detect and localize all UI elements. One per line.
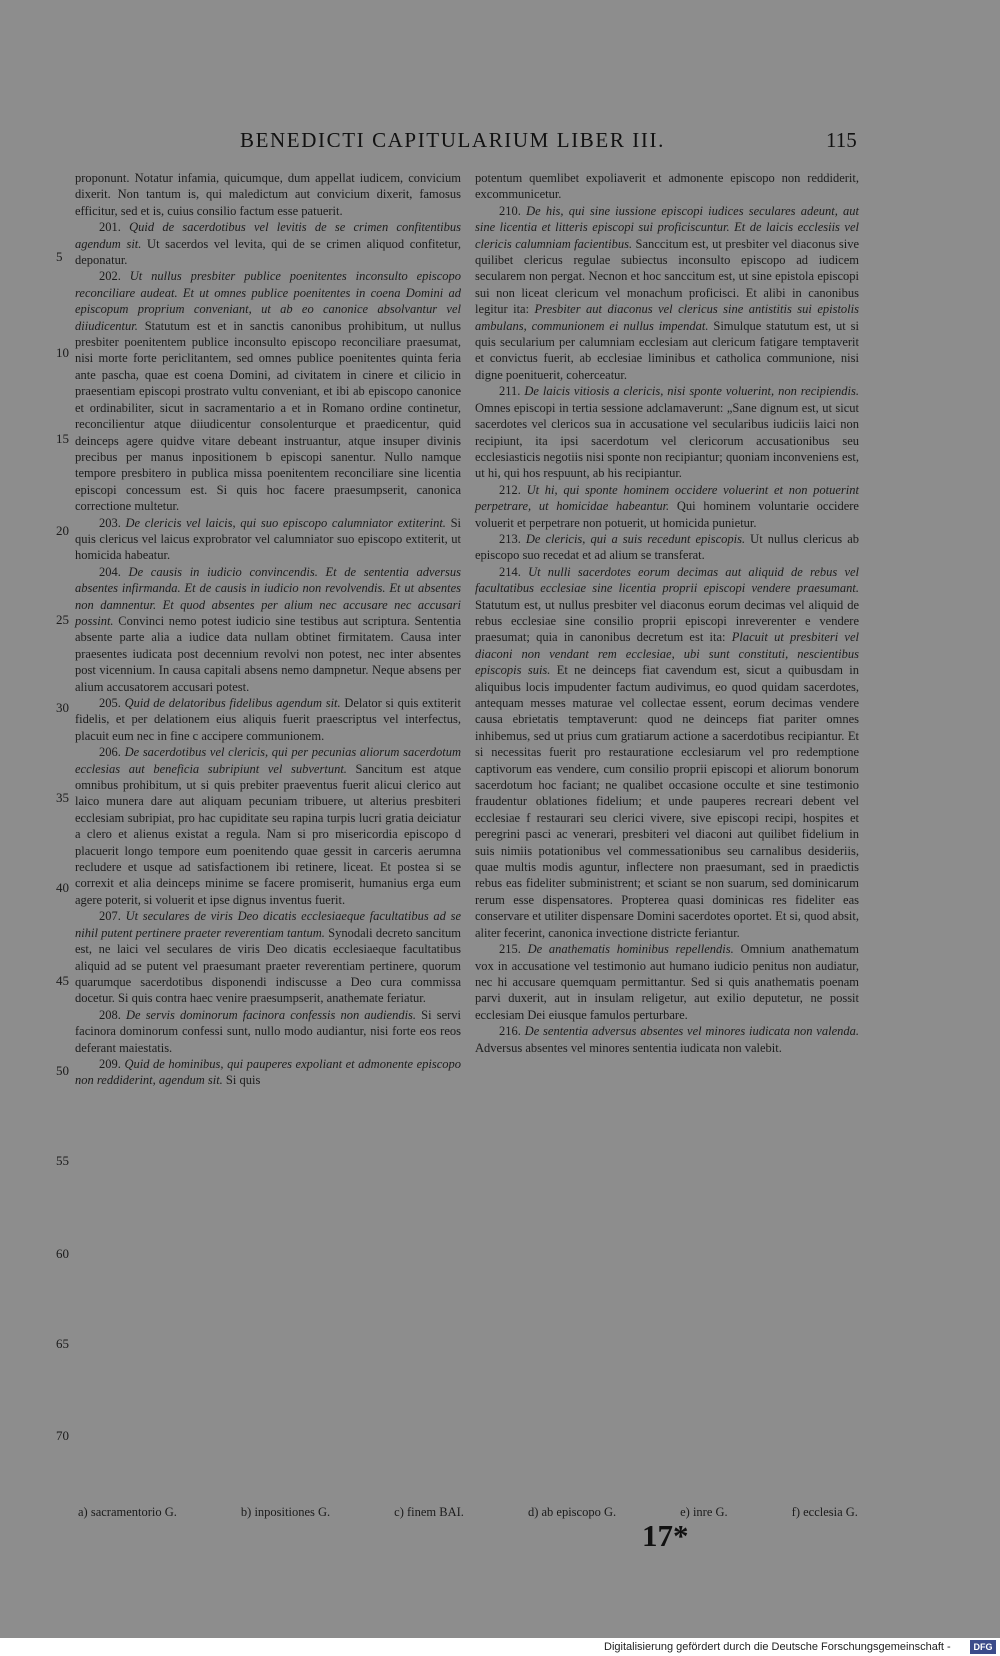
body-text: Synodali decreto sancitum est, ne laici vel seculares de viris Deo dicatis ecclesiaeque facultatibus aliquid ad se putent vel praesumant praeter reverentiam pertinere, quorum quarumque sacerdotibus disponendi indiscusse a Deo cura commissa docetur. Si quis contra haec venire praesumpserit, anathemate feriatur. — [75, 925, 461, 1006]
rubric-text: De clericis, qui a suis recedunt episcopis. — [525, 531, 746, 546]
line-number: 30 — [56, 700, 69, 715]
right-text-column — [475, 170, 859, 1056]
line-number: 60 — [56, 1246, 69, 1261]
rubric-text: Ut seculares de viris Deo dicatis ecclesiaeque facultatibus ad se nihil putent pertinere praeter reverentiam tantum. — [75, 909, 462, 940]
footnote: b) inpositiones G. — [240, 1505, 331, 1519]
body-text: Omnes episcopi in tertia sessione adclamaverunt: „Sane dignum est, ut sicut sacerdotes vel clericos sua in accusatione vel secularibus iudiciis laici non recipiunt, ita ipsi sacerdotum vel clericorum accusationibus seu ecclesiasticis negotiis nisi sponte non recipiantur; quoniam inconveniens est, ut hi, qui hos respuunt, ab his recipiantur. — [475, 400, 859, 481]
paragraph — [75, 908, 461, 1006]
rubric-text: Ut hi, qui sponte hominem occidere voluerint et non potuerint perpetrare, ut homicidae habeantur. — [475, 482, 859, 514]
body-text: potentum quemlibet expoliaverit et admonente episcopo non reddiderit, excommunicetur. — [475, 171, 859, 202]
paragraph — [75, 1007, 461, 1056]
body-text: Et ne deinceps fiat cavendum est, sicut a quibusdam in aliquibus locis impudenter factum audivimus, eo quod quidam sacerdotes, antequam messes maturae vel collectae essent, eorum decimas vendere causa ebrietatis temptaverunt: quod ne deinceps fiat pariter omnes inhibemus, sed ut prius cum gratiarum actione a sacerdotibus recipiantur. Et si necessitas fuerit pro restauratione ecclesiarum vel pro redemptione captivorum eas vendere, cum consilio proprii episcopi et aliorum bonorum sacerdotum hoc faciant; ne qualibet occasione occulte et sine testimonio fraudentur oblationes fidelium; et unde pauperes recreari debent vel ecclesiae f restaurari seu clerici vivere, sive episcopi recipi, hospites et peregrini pasci ac venerari, presbiteri vel diaconi aut quilibet fidelium in suis nimiis potationibus vel commessationibus seu carnalibus desideriis, quae multis modis aguntur, inflectere non praesumant, sed in praedictis rebus eas fideliter subministrent; et sciant se non suarum, sed dominicarum rerum esse dispensatores. Propterea quasi dominicas res fideliter eas conservare et utiliter dispensare Domini sacerdotes oportet. Et si, quod absit, aliter fecerint, canonica invectione districte feriantur. — [475, 663, 859, 940]
line-number: 45 — [56, 973, 69, 988]
body-text: 214. — [499, 564, 529, 579]
rubric-text: Ut nullus presbiter publice poenitentes inconsulto episcopo reconciliare audeat. Et ut omnes publice poenitentes in coena Domini ad episcopum proprium conveniant, ut ab eo canonice absolvantur vel diiudicentur. — [75, 269, 462, 333]
rubric-text: De causis in iudicio convincendis. Et de sententia adversus absentes infirmanda. Et de causis in iudicio non revolvendis. Et ut absentes non damnentur. Et quod absentes per alium nec accusare nec accusari possint. — [75, 564, 461, 628]
body-text: Convinci nemo potest iudicio sine testibus aut scriptura. Sententia absente parte alia a iudice data nullam obtinet firmitatem. Causa inter praesentes iudicata post decennium revolvi non potest, nec inter absentes post vicennium. In causa capitali absens nemo dampnetur. Neque absens per alium accusatorem accusari potest. — [75, 613, 461, 694]
paragraph — [75, 219, 461, 268]
rubric-text: Quid de delatoribus fidelibus agendum sit. — [124, 696, 341, 710]
footnotes — [78, 1505, 858, 1520]
body-text: Si quis clericus vel laicus exprobrator vel calumniator suo episcopo extiterit, ut homicida habeatur. — [75, 515, 461, 563]
body-text: Simulque statutum est, ut si quis secularium per calumniam ecclesiam aut clericum fatigare temptaverit et convictus fuerit, ab ecclesiae liminibus et catholica communione, nisi digne poenituerit, coherceatur. — [475, 318, 860, 382]
paragraph — [75, 564, 461, 695]
line-number: 10 — [56, 345, 69, 360]
line-number: 70 — [56, 1428, 69, 1443]
paragraph — [475, 383, 859, 481]
rubric-text: De sacerdotibus vel clericis, qui per pecunias aliorum sacerdotum ecclesias aut beneficia subripiunt vel subvertunt. — [75, 745, 461, 776]
body-text: Ut sacerdos vel levita, qui de se crimen aliquod confitetur, deponatur. — [75, 236, 462, 268]
line-number: 55 — [56, 1153, 69, 1168]
paragraph — [475, 531, 859, 564]
line-number: 65 — [56, 1336, 69, 1351]
rubric-text: De servis dominorum facinora confessis non audiendis. — [126, 1007, 417, 1022]
paragraph — [75, 744, 461, 908]
body-text: 208. — [99, 1007, 126, 1022]
rubric-text: Presbiter aut diaconus vel clericus sine antistitis sui epistolis ambulans, communionem ei nullus impendat. — [475, 302, 859, 333]
footnote: c) finem BAI. — [394, 1505, 464, 1519]
rubric-text: De sententia adversus absentes vel minores iudicata non valenda. — [524, 1024, 859, 1039]
page-number: 115 — [826, 128, 857, 152]
body-text: 201. — [99, 220, 130, 235]
dfg-logo: DFG — [970, 1640, 996, 1654]
body-text: 210. — [499, 203, 527, 218]
body-text: Si quis — [222, 1073, 261, 1088]
signature-mark: 17* — [642, 1518, 689, 1553]
paragraph — [75, 1056, 461, 1089]
body-text: 204. — [99, 564, 129, 579]
rubric-text: Quid de sacerdotibus vel levitis de se crimen confitentibus agendum sit. — [75, 220, 462, 251]
paragraph — [475, 203, 859, 383]
body-text: Ut nullus clericus ab episcopo suo recedat et ad alium se transferat. — [475, 531, 859, 563]
body-text: Omnium anathematum vox in accusatione vel testimonio aut humano iudicio penitus non audiatur, nec hi accusare quemquam permittantur. Sed si quis anathematis poenam parvi duxerit, aut in insulam religetur, aut exilio deputetur, ne possit ecclesiam Dei eiusque famulos perturbare. — [475, 942, 859, 1022]
body-text: proponunt. Notatur infamia, quicumque, dum appellat iudicem, convicium dixerit. Non tantum is, qui maledictum aut convicium dixerit, famosus efficitur, sed et is, cuius consilio factum esse patuerit. — [75, 171, 461, 218]
line-number: 15 — [56, 431, 69, 446]
paragraph — [475, 564, 859, 941]
body-text: Si servi facinora dominorum confessi sunt, nullo modo audiantur, nisi forte eos reos deferant maiestatis. — [75, 1007, 461, 1055]
body-text: 215. — [499, 942, 528, 957]
line-number: 50 — [56, 1063, 69, 1078]
paragraph — [75, 515, 461, 564]
line-number: 25 — [56, 612, 69, 627]
running-head: BENEDICTI CAPITULARIUM LIBER III. — [240, 128, 665, 152]
body-text: Statutum est et in sanctis canonibus prohibitum, ut nullus presbiter poenitentem publice inconsulto episcopo reconciliare praesumat, nisi morte forte periclitantem, sed omnes publice poenitentes quinta feria ante pascha, quae est coena Domini, ad civitatem in cinere et cilicio in praesentiam episcopi prostrato vultu conveniant, et ibi ab episcopo canonice et ordinabiliter, sicut in sacramentario a et in Romano ordine continetur, reconcilientur atque diiudicentur consolenturque et praedicentur, quid deinceps agere quidve vitare debeant instruantur, atque insuper divinis precibus per manus inpositionem b episcopi sanentur. Nullo namque tempore presbitero in publica missa poenitentem reconciliare sine licentia episcopi concessum est. Si quis hoc facere praesumpserit, canonica correctione multetur. — [75, 318, 461, 514]
paragraph — [75, 695, 461, 744]
rubric-text: De his, qui sine iussione episcopi iudices seculares adeunt, aut sine licentia et litteris episcopi sui proficiscuntur. Et de laicis ecclesiis vel clericis calumniam facientibus. — [475, 203, 859, 251]
body-text: Sancitum est atque omnibus prohibitum, ut si quis prebiter praeventus fuerit alicui clerico aut laico munera dare aut aliquam pecuniam tribuere, ut alterius presbiteri ecclesiam subripiat, pro hac cupiditate seu rapina turpis lucri gratia deiciatur a clero et alienus existat a regula. Nam si pro misericordia episcopo d placuerit longo tempore eum poenitendo quae gessit in carceris aerumna recludere et usque ad satisfactionem ibi retinere, liceat. Et postea si se correxit et alia deinceps minime se facere promiserit, humanius erga eum agere poterit, si voluerit et ipse dignus inventus fuerit. — [75, 761, 461, 907]
rubric-text: De anathematis hominibus repellendis. — [527, 942, 734, 957]
body-text: Sanccitum est, ut presbiter vel diaconus sive quilibet clericus regulae subiectus inconsulto episcopo ad iudicem secularem non pergat. Necnon et hoc sanccitum est, ut sine epistola episcopi sui non liceat clericum vel monachum proficisci. Et alibi in canonibus legitur ita: — [475, 236, 859, 317]
paragraph — [475, 482, 859, 531]
body-text: 203. — [99, 515, 126, 530]
body-text: 211. — [499, 384, 525, 399]
body-text: Adversus absentes vel minores sententia iudicata non valebit. — [475, 1040, 782, 1055]
line-number: 5 — [56, 249, 63, 264]
rubric-text: Placuit ut presbiteri vel diaconi non vendant rem ecclesiae, ubi sunt constituti, nescientibus episcopis suis. — [475, 630, 860, 678]
paragraph — [475, 1023, 859, 1056]
rubric-text: Ut nulli sacerdotes eorum decimas aut aliquid de rebus vel facultatibus ecclesiae sine licentia proprii episcopi vendere praesumant. — [475, 564, 860, 596]
rubric-text: De clericis vel laicis, qui suo episcopo calumniator extiterint. — [125, 515, 446, 530]
footnote: d) ab episcopo G. — [527, 1505, 617, 1519]
body-text: Statutum est, ut nullus presbiter vel diaconus eorum decimas vel aliquid de rebus ecclesiae sine consilio proprii episcopi inreverenter e vendere praesumat; quia in canonibus decretum est ita: — [475, 597, 859, 645]
footnote: a) sacramentorio G. — [78, 1505, 177, 1519]
rubric-text: De laicis vitiosis a clericis, nisi sponte voluerint, non recipiendis. — [524, 384, 859, 399]
line-number: 40 — [56, 880, 69, 895]
body-text: Qui hominem voluntarie occidere voluerit et perpetrare non potuerit, ut homicida punietur. — [475, 499, 859, 530]
footnote: f) ecclesia G. — [791, 1505, 858, 1519]
body-text: 207. — [99, 909, 126, 924]
paragraph — [75, 268, 461, 514]
body-text: 202. — [99, 269, 130, 284]
body-text: 212. — [499, 482, 527, 497]
body-text: Delator si quis extiterit fidelis, et per delationem eius aliquis fuerit praescriptus vel interfectus, placuit eum nec in fine c accipere communionem. — [75, 696, 461, 743]
body-text: 216. — [499, 1024, 525, 1039]
digitization-credit: Digitalisierung gefördert durch die Deutsche Forschungsgemeinschaft - — [604, 1641, 951, 1653]
paragraph — [475, 170, 859, 203]
paragraph — [475, 941, 859, 1023]
rubric-text: Quid de hominibus, qui pauperes expoliant et admonente episcopo non reddiderint, agendum sit. — [75, 1056, 462, 1088]
left-text-column — [75, 170, 461, 1089]
paragraph — [75, 170, 461, 219]
body-text: 213. — [499, 531, 526, 546]
body-text: 206. — [99, 745, 125, 760]
line-number: 35 — [56, 790, 69, 805]
body-text: 209. — [99, 1056, 125, 1071]
body-text: 205. — [99, 696, 125, 710]
line-number: 20 — [56, 523, 69, 538]
footnote: e) inre G. — [680, 1505, 728, 1519]
